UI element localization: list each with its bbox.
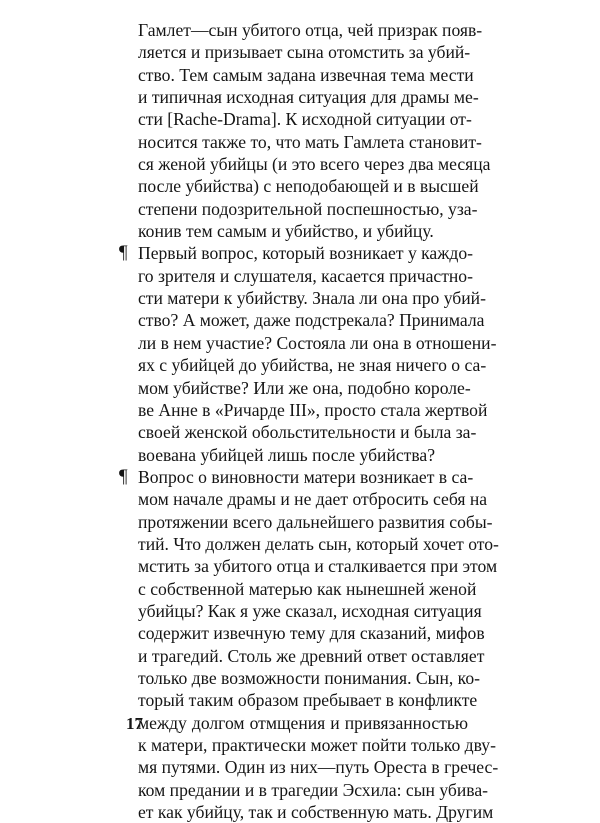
text-line: сти матери к убийству. Знала ли она про убий- xyxy=(138,288,486,309)
text-line: ство. Тем самым задана извечная тема мести xyxy=(138,64,474,85)
text-line: Первый вопрос, который возникает у каждо- xyxy=(138,243,473,264)
text-line: ся женой убийцы (и это всего через два месяца xyxy=(138,154,491,175)
text-line: носится также то, что мать Гамлета становит- xyxy=(138,131,482,152)
text-line: к матери, практически может пойти только дву- xyxy=(138,735,496,755)
page-number: 17 xyxy=(126,714,143,733)
text-line: мом начале драмы и не дает отбросить себя на xyxy=(138,489,488,510)
text-line: между долгом отмщения и привязанностью xyxy=(138,712,468,733)
text-line: конив тем самым и убийство, и убийцу. xyxy=(138,221,434,242)
text-line: ляется и призывает сына отомстить за убий- xyxy=(138,42,471,63)
text-line: ях с убийцей до убийства, не зная ничего о са- xyxy=(138,355,487,376)
text-line: степени подозрительной поспешностью, уза- xyxy=(138,198,478,219)
text-line: го зрителя и слушателя, касается причастно- xyxy=(138,265,473,286)
text-line: ет как убийцу, так и собственную мать. Другим xyxy=(138,802,494,823)
text-line: протяжении всего дальнейшего развития собы- xyxy=(138,511,493,532)
paragraph xyxy=(119,242,497,465)
text-line: воевана убийцей лишь после убийства? xyxy=(138,444,436,465)
text-line: содержит извечную тему для сказаний, мифов xyxy=(138,623,485,644)
text-line: убийцы? Как я уже сказал, исходная ситуация xyxy=(138,600,482,621)
text-line: Вопрос о виновности матери возникает в са- xyxy=(138,466,474,487)
text-line: тий. Что должен делать сын, который хочет ото- xyxy=(138,533,499,554)
text-line: мя путями. Один из них—путь Ореста в гречес- xyxy=(138,757,499,778)
text-line: торый таким образом пребывает в конфликте xyxy=(138,690,478,711)
text-line: после убийства) с неподобающей и в высшей xyxy=(138,176,479,197)
text-line: мом убийстве? Или же она, подобно короле- xyxy=(138,377,471,398)
text-line: с собственной матерью как нынешней женой xyxy=(138,578,477,599)
text-line: своей женской обольстительности и была за- xyxy=(138,422,477,443)
paragraph xyxy=(138,19,491,242)
text-line: мстить за убитого отца и сталкивается при этом xyxy=(138,556,498,577)
text-line: ве Анне в «Ричарде III», просто стала жертвой xyxy=(138,399,488,420)
text-line: и типичная исходная ситуация для драмы ме- xyxy=(138,87,479,108)
text-line: ли в нем участие? Состояла ли она в отношени- xyxy=(138,332,497,353)
text-line: Гамлет—сын убитого отца, чей призрак появ- xyxy=(138,20,483,40)
text-line: и трагедий. Столь же древний ответ оставляет xyxy=(138,645,485,666)
pilcrow-marker: ¶ xyxy=(119,465,128,487)
text-line: сти [Rache-Drama]. К исходной ситуации от- xyxy=(138,109,472,130)
text-line: ство? А может, даже подстрекала? Принимала xyxy=(138,310,485,331)
text-line: ком предании и в трагедии Эсхила: сын убива- xyxy=(138,779,489,800)
text-line: только две возможности понимания. Сын, ко- xyxy=(138,667,480,688)
pilcrow-marker: ¶ xyxy=(119,242,128,264)
